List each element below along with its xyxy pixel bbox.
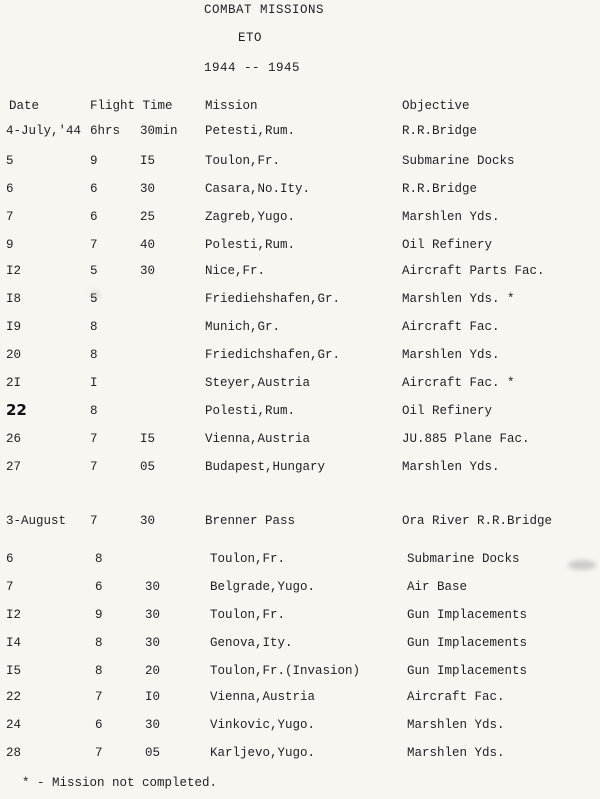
row-mission: Polesti,Rum. — [205, 404, 296, 418]
row-hours: 7 — [90, 460, 98, 474]
row-minutes: 25 — [140, 210, 156, 224]
row-objective: Marshlen Yds. * — [402, 292, 515, 306]
row-hours: 8 — [95, 552, 103, 566]
row-mission: Munich,Gr. — [205, 320, 281, 334]
row-objective: Gun Implacements — [407, 608, 528, 622]
row-date: 9 — [6, 238, 14, 252]
row-date: I2 — [6, 264, 22, 278]
row-date: 5 — [6, 154, 14, 168]
row-date: 22 — [6, 401, 27, 419]
ink-smudge — [568, 560, 596, 570]
row-objective: Aircraft Parts Fac. — [402, 264, 545, 278]
row-mission: Genova,Ity. — [210, 636, 293, 650]
row-minutes: 30 — [140, 514, 156, 528]
header-date: Date — [9, 99, 40, 113]
row-hours: 6 — [90, 182, 98, 196]
row-minutes: 30 — [140, 264, 156, 278]
row-hours: 6 — [95, 580, 103, 594]
row-objective: Oil Refinery — [402, 404, 493, 418]
row-hours: 8 — [95, 636, 103, 650]
row-objective: Oil Refinery — [402, 238, 493, 252]
row-mission: Belgrade,Yugo. — [210, 580, 316, 594]
footnote: * - Mission not completed. — [22, 776, 218, 790]
row-objective: Marshlen Yds. — [402, 460, 500, 474]
row-hours: 6 — [95, 718, 103, 732]
row-hours: 8 — [95, 664, 103, 678]
document-title: COMBAT MISSIONS — [204, 3, 325, 17]
row-minutes: 30 — [140, 182, 156, 196]
row-mission: Brenner Pass — [205, 514, 296, 528]
row-objective: Ora River R.R.Bridge — [402, 514, 553, 528]
row-date: 27 — [6, 460, 22, 474]
row-mission: Petesti,Rum. — [205, 124, 296, 138]
row-hours: 7 — [95, 746, 103, 760]
row-mission: Vienna,Austria — [205, 432, 311, 446]
row-mission: Vinkovic,Yugo. — [210, 718, 316, 732]
row-hours: 5 — [90, 264, 98, 278]
row-mission: Steyer,Austria — [205, 376, 311, 390]
row-objective: Gun Implacements — [407, 664, 528, 678]
row-mission: Budapest,Hungary — [205, 460, 326, 474]
row-objective: Marshlen Yds. — [407, 718, 505, 732]
row-objective: R.R.Bridge — [402, 182, 478, 196]
row-date: I5 — [6, 664, 22, 678]
row-date: I8 — [6, 292, 22, 306]
row-hours: 7 — [90, 432, 98, 446]
row-date: 7 — [6, 210, 14, 224]
row-objective: Marshlen Yds. — [402, 348, 500, 362]
row-mission: Karljevo,Yugo. — [210, 746, 316, 760]
header-mission: Mission — [205, 99, 258, 113]
row-date: 7 — [6, 580, 14, 594]
row-objective: Gun Implacements — [407, 636, 528, 650]
header-flight-time: Flight Time — [90, 99, 173, 113]
row-date: 4-July,'44 — [6, 124, 82, 138]
row-date: 26 — [6, 432, 22, 446]
row-minutes: 30 — [145, 608, 161, 622]
row-hours: 9 — [90, 154, 98, 168]
row-date: 6 — [6, 182, 14, 196]
row-objective: Air Base — [407, 580, 468, 594]
row-mission: Friediehshafen,Gr. — [205, 292, 341, 306]
row-mission: Friedichshafen,Gr. — [205, 348, 341, 362]
row-objective: R.R.Bridge — [402, 124, 478, 138]
row-mission: Toulon,Fr.(Invasion) — [210, 664, 361, 678]
header-objective: Objective — [402, 99, 470, 113]
row-hours: I — [90, 376, 98, 390]
row-objective: Marshlen Yds. — [402, 210, 500, 224]
row-mission: Zagreb,Yugo. — [205, 210, 296, 224]
row-date: 6 — [6, 552, 14, 566]
row-minutes: I0 — [145, 690, 161, 704]
row-objective: Aircraft Fac. — [402, 320, 500, 334]
row-date: 22 — [6, 690, 22, 704]
row-mission: Polesti,Rum. — [205, 238, 296, 252]
row-objective: Marshlen Yds. — [407, 746, 505, 760]
row-hours: 8 — [90, 348, 98, 362]
document-subtitle: ETO — [238, 31, 263, 45]
row-date: 2I — [6, 376, 22, 390]
row-objective: Submarine Docks — [407, 552, 520, 566]
row-hours: 6hrs — [90, 124, 121, 138]
row-hours: 5 — [90, 292, 98, 306]
row-date: 24 — [6, 718, 22, 732]
row-minutes: 05 — [140, 460, 156, 474]
row-mission: Vienna,Austria — [210, 690, 316, 704]
row-hours: 8 — [90, 404, 98, 418]
row-minutes: 05 — [145, 746, 161, 760]
row-minutes: 40 — [140, 238, 156, 252]
row-objective: Submarine Docks — [402, 154, 515, 168]
row-minutes: 30 — [145, 718, 161, 732]
row-hours: 7 — [95, 690, 103, 704]
row-hours: 6 — [90, 210, 98, 224]
row-minutes: I5 — [140, 432, 156, 446]
row-hours: 9 — [95, 608, 103, 622]
document-years: 1944 -- 1945 — [204, 61, 301, 75]
row-mission: Casara,No.Ity. — [205, 182, 311, 196]
row-minutes: 30 — [145, 580, 161, 594]
row-mission: Toulon,Fr. — [210, 552, 286, 566]
row-date: I4 — [6, 636, 22, 650]
row-objective: JU.885 Plane Fac. — [402, 432, 530, 446]
row-hours: 7 — [90, 238, 98, 252]
row-date: 28 — [6, 746, 22, 760]
row-date: 3-August — [6, 514, 67, 528]
row-hours: 7 — [90, 514, 98, 528]
row-date: I2 — [6, 608, 22, 622]
row-hours: 8 — [90, 320, 98, 334]
ink-smudge — [90, 290, 100, 300]
row-minutes: 20 — [145, 664, 161, 678]
row-mission: Toulon,Fr. — [210, 608, 286, 622]
row-minutes: 30 — [145, 636, 161, 650]
row-mission: Toulon,Fr. — [205, 154, 281, 168]
row-objective: Aircraft Fac. — [407, 690, 505, 704]
row-date: I9 — [6, 320, 22, 334]
row-minutes: I5 — [140, 154, 156, 168]
row-mission: Nice,Fr. — [205, 264, 266, 278]
row-date: 20 — [6, 348, 22, 362]
row-objective: Aircraft Fac. * — [402, 376, 515, 390]
row-minutes: 30min — [140, 124, 178, 138]
